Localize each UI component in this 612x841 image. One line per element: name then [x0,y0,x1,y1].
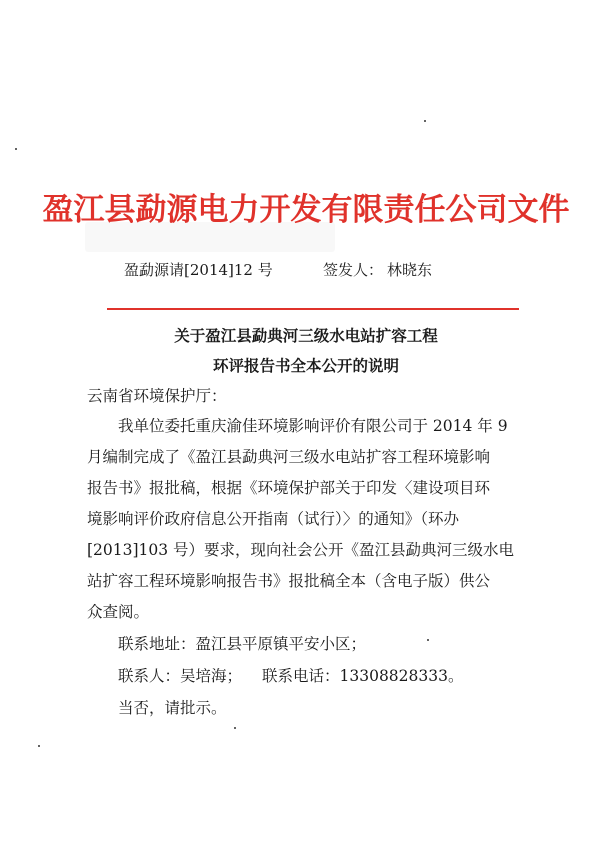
scan-speck [424,120,426,122]
scan-speck [38,745,40,747]
body-line: [2013]103 号）要求，现向社会公开《盈江县勐典河三级水电 [87,541,515,559]
body-line: 我单位委托重庆渝佳环境影响评价有限公司于 2014 年 9 [118,417,508,435]
body-line: 月编制完成了《盈江县勐典河三级水电站扩容工程环境影响 [87,448,491,466]
scan-speck [234,727,236,729]
body-line: 报告书》报批稿，根据《环境保护部关于印发〈建设项目环 [87,479,491,497]
body-line: 站扩容工程环境影响报告书》报批稿全本（含电子版）供公 [87,572,491,590]
body-line: 境影响评价政府信息公开指南（试行）〉的通知》（环办 [87,510,460,528]
document-number: 盈勐源请[2014]12 号 [124,261,273,279]
subject-line-1: 关于盈江县勐典河三级水电站扩容工程 [174,326,438,345]
signer-label: 签发人： [323,261,384,279]
signer-name: 林晓东 [387,261,433,279]
closing-remark: 当否，请批示。 [118,699,227,717]
contact-person: 联系人：吴培海； [118,667,243,685]
scan-speck [15,148,17,150]
signer-line [323,259,432,280]
contact-phone: 联系电话：13308828333。 [262,667,464,685]
document-header-title: 盈江县勐源电力开发有限责任公司文件 [42,192,570,228]
addressee: 云南省环境保护厅： [87,387,227,405]
contact-address: 联系地址：盈江县平原镇平安小区； [118,635,367,653]
scan-speck [427,639,429,641]
subject-line-2: 环评报告书全本公开的说明 [212,356,399,375]
body-line: 众查阅。 [87,603,150,621]
red-divider-line [107,308,519,310]
